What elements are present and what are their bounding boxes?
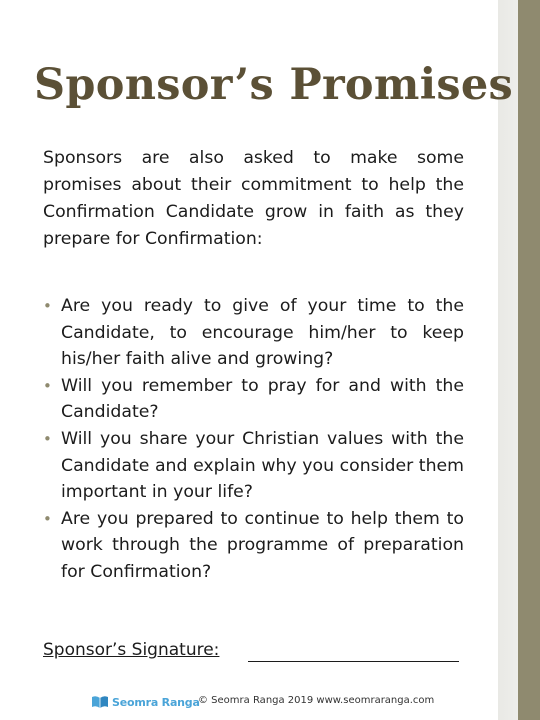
page-title: Sponsor’s Promises xyxy=(34,60,514,110)
promise-text: Are you prepared to continue to help them to work through the programme of preparation for Confirmation? xyxy=(61,508,464,582)
seomra-ranga-logo xyxy=(91,693,200,711)
copyright-footer: © Seomra Ranga 2019 www.seomraranga.com xyxy=(198,695,435,706)
signature-line xyxy=(248,661,459,662)
bullet-icon: • xyxy=(43,376,52,395)
promise-text: Will you share your Christian values with the Candidate and explain why you consider them important in your life? xyxy=(61,428,464,503)
bullet-icon: • xyxy=(43,429,52,448)
signature-row xyxy=(43,640,463,666)
list-item xyxy=(43,506,464,586)
intro-paragraph: Sponsors are also asked to make some promises about their commitment to help the Confirmation Candidate grow in faith as they prepare for Confirmation: xyxy=(43,148,464,249)
logo-text: Seomra Ranga xyxy=(112,695,200,709)
list-item xyxy=(43,373,464,426)
open-book-icon xyxy=(91,695,109,709)
bullet-icon: • xyxy=(43,509,52,528)
promise-text: Are you ready to give of your time to the Candidate, to encourage him/her to keep his/her faith alive and growing? xyxy=(61,296,464,370)
promise-text: Will you remember to pray for and with the Candidate? xyxy=(61,375,464,423)
promises-list xyxy=(43,293,464,586)
list-item xyxy=(43,293,464,373)
list-item xyxy=(43,426,464,506)
signature-label: Sponsor’s Signature: xyxy=(43,640,220,660)
accent-bar xyxy=(518,0,540,720)
bullet-icon: • xyxy=(43,297,52,315)
